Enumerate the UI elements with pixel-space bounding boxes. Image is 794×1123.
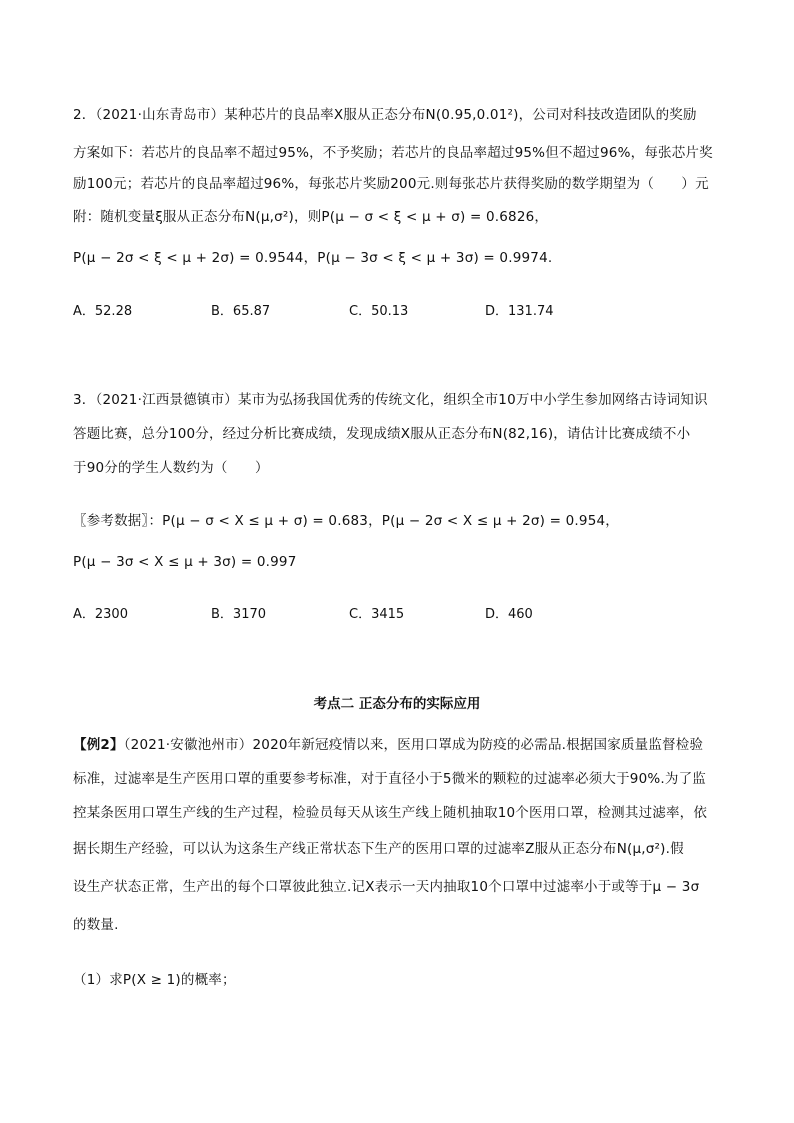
q3-option-a: A．2300	[73, 607, 128, 622]
q3-option-c: C．3415	[349, 607, 405, 622]
example2-line-1	[73, 734, 733, 756]
example2-line-5: 设生产状态正常，生产出的每个口罩彼此独立.记X表示一天内抽取10个口罩中过滤率小于或等于μ − 3σ	[73, 879, 700, 895]
q2-option-d: D．131.74	[485, 304, 554, 319]
q2-option-b: B．65.87	[211, 304, 271, 319]
q3-line-1: 3．（2021·江西景德镇市）某市为弘扬我国优秀的传统文化，组织全市10万中小学生参加网络古诗词知识	[73, 392, 708, 408]
q3-line-4: 〖参考数据〗：P(μ − σ < X ≤ μ + σ) = 0.683，P(μ − 2σ < X ≤ μ + 2σ) = 0.954，	[73, 513, 619, 529]
q2-line-3: 励100元；若芯片的良品率超过96%，每张芯片奖励200元.则每张芯片获得奖励的数学期望为（ ）元	[73, 176, 709, 192]
example2-line-1-text: （2021·安徽池州市）2020年新冠疫情以来，医用口罩成为防疫的必需品.根据国家质量监督检验	[123, 737, 704, 753]
q3-option-b: B．3170	[211, 607, 267, 622]
q3-line-2: 答题比赛，总分100分，经过分析比赛成绩，发现成绩X服从正态分布N(82,16)，请估计比赛成绩不小	[73, 426, 691, 442]
q3-option-d: D．460	[485, 607, 533, 622]
q2-line-1: 2．（2021·山东青岛市）某种芯片的良品率X服从正态分布N(0.95,0.01²)，公司对科技改造团队的奖励	[73, 107, 697, 123]
q2-line-4: 附：随机变量ξ服从正态分布N(μ,σ²)，则P(μ − σ < ξ < μ + σ) = 0.6826，	[73, 209, 549, 225]
example2-line-4: 据长期生产经验，可以认为这条生产线正常状态下生产的医用口罩的过滤率Z服从正态分布N(μ,σ²).假	[73, 841, 684, 857]
q3-line-5: P(μ − 3σ < X ≤ μ + 3σ) = 0.997	[73, 554, 297, 570]
q3-line-3: 于90分的学生人数约为（ ）	[73, 460, 269, 476]
q2-option-a: A．52.28	[73, 304, 133, 319]
example2-line-2: 标准，过滤率是生产医用口罩的重要参考标准，对于直径小于5微米的颗粒的过滤率必须大于90%.为了监	[73, 771, 706, 787]
section-title: 考点二 正态分布的实际应用	[313, 696, 481, 712]
q2-line-2: 方案如下：若芯片的良品率不超过95%，不予奖励；若芯片的良品率超过95%但不超过96%，每张芯片奖	[73, 145, 713, 161]
example2-line-6: 的数量.	[73, 917, 119, 933]
q2-option-c: C．50.13	[349, 304, 409, 319]
example2-label: 【例2】	[73, 737, 124, 753]
example2-subquestion-1: （1）求P(X ≥ 1)的概率；	[73, 972, 236, 988]
example2-line-3: 控某条医用口罩生产线的生产过程，检验员每天从该生产线上随机抽取10个医用口罩，检测其过滤率，依	[73, 805, 708, 821]
q2-line-5: P(μ − 2σ < ξ < μ + 2σ) = 0.9544，P(μ − 3σ < ξ < μ + 3σ) = 0.9974.	[73, 250, 553, 266]
